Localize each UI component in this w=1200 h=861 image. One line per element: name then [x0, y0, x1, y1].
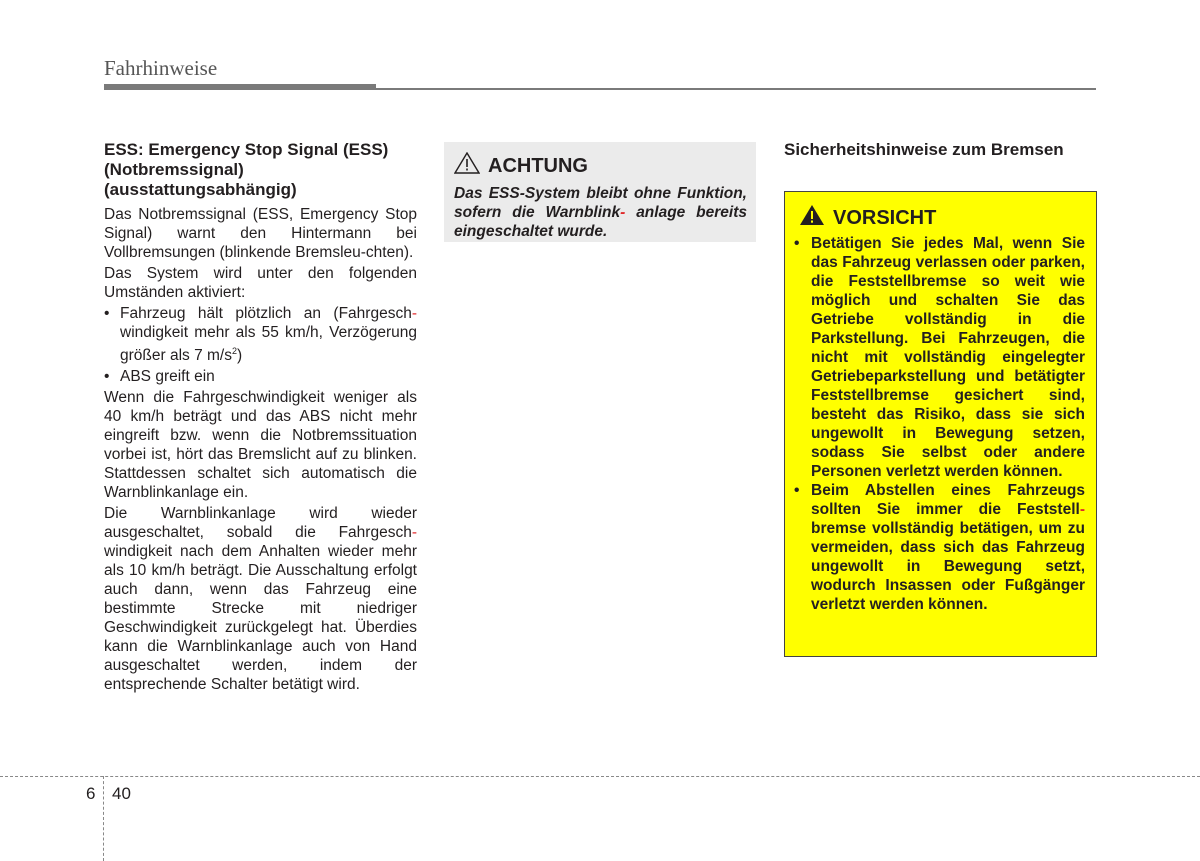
achtung-notice-box [444, 142, 756, 242]
ess-bullet-1: • Fahrzeug hält plötzlich an (Fahrgesch-windigkeit mehr als 55 km/h, Verzögerung größer als 7 $m/s^2$) [104, 305, 417, 365]
warning-triangle-filled-icon [799, 204, 825, 232]
brakes-heading: Sicherheitshinweise zum Bremsen [784, 140, 1064, 159]
vorsicht-caution-box [784, 191, 1097, 657]
vorsicht-bullet-2: • Beim Abstellen eines Fahrzeugs sollten Sie immer die Feststell-bremse vollständig betätigen, um zu vermeiden, dass sich das Fahrzeug ungewollt in Bewegung setzt, wodurch Insassen oder Fußgänger verletzt werden können. [794, 482, 1085, 613]
bullet-dot: • [104, 305, 110, 322]
running-header: Fahrhinweise [104, 56, 218, 80]
footer-rule [0, 776, 1200, 777]
header-rule-thin [376, 88, 1096, 90]
bullet-dot: • [794, 482, 800, 499]
chapter-number: 6 [86, 784, 96, 803]
ess-bullet-2: • ABS greift ein [104, 368, 215, 386]
page-number: 40 [112, 784, 131, 803]
achtung-title-row [454, 152, 747, 180]
achtung-title: ACHTUNG [488, 154, 588, 177]
ess-paragraph-3: Wenn die Fahrgeschwindigkeit weniger als 40 km/h beträgt und das ABS nicht mehr eingreift bzw. wenn die Notbremssituation vorbei ist, hört das Bremslicht auf zu blinken. Stattdessen schaltet sich automatisch die Warnblinkanlage ein. [104, 389, 417, 502]
achtung-text: Das ESS-System bleibt ohne Funktion, sofern die Warnblink- anlage bereits eingeschaltet wurde. [454, 185, 747, 240]
bullet-dot: • [794, 235, 800, 252]
ess-paragraph-2: Das System wird unter den folgenden Umständen aktiviert: [104, 265, 417, 301]
vorsicht-bullet-1: • Betätigen Sie jedes Mal, wenn Sie das Fahrzeug verlassen oder parken, die Feststellbremse so weit wie möglich und schalten Sie das Getriebe vollständig in die Parkstellung. Bei Fahrzeugen, die nicht mit vollständig eingelegter Getriebeparkstellung und betätigter Feststellbremse gesichert sind, besteht das Risiko, dass sie sich ungewollt in Bewegung setzen, sodass Sie selbst oder andere Personen verletzt werden können. [794, 235, 1085, 480]
ess-paragraph-4: Die Warnblinkanlage wird wieder ausgeschaltet, sobald die Fahrgesch-windigkeit nach dem Anhalten wieder mehr als 10 km/h beträgt. Die Ausschaltung erfolgt auch dann, wenn das Fahrzeug eine bestimmte Strecke mit niedriger Geschwindigkeit zurückgelegt hat. Überdies kann die Warnblinkanlage auch von Hand ausgeschaltet werden, indem der entsprechende Schalter betätigt wird. [104, 505, 417, 694]
ess-paragraph-1: Das Notbremssignal (ESS, Emergency Stop Signal) warnt den Hintermann bei Vollbremsungen (blinkende Bremsleu-chten). [104, 206, 417, 261]
warning-triangle-outline-icon [454, 152, 480, 180]
bullet-dot: • [104, 368, 110, 386]
footer-divider [103, 776, 104, 861]
ess-heading: ESS: Emergency Stop Signal (ESS) (Notbremssignal) (ausstattungsabhängig) [104, 140, 389, 199]
header-rule-thick [104, 84, 376, 90]
ess-section [104, 140, 417, 696]
vorsicht-title: VORSICHT [833, 206, 937, 229]
vorsicht-title-row [799, 204, 1085, 232]
